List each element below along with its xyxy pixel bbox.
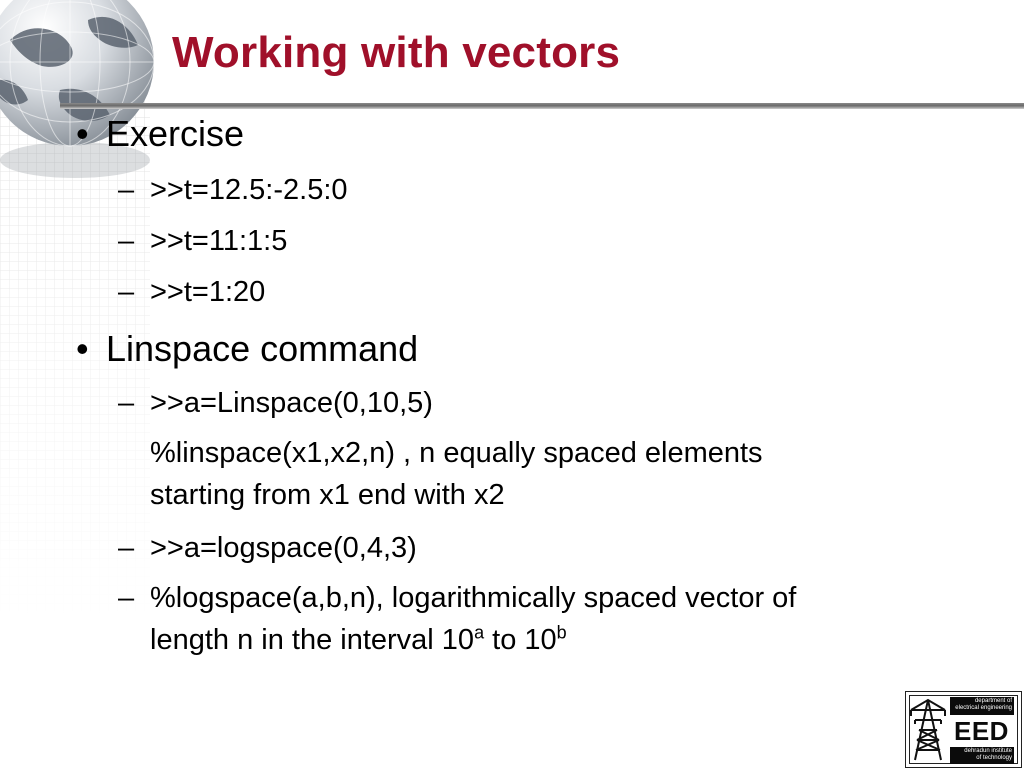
sub-item bbox=[118, 387, 433, 420]
logo-bottom-line: dehradun institute bbox=[964, 748, 1012, 754]
bullet-marker: • bbox=[76, 328, 89, 369]
sub-marker: – bbox=[118, 387, 135, 419]
sub-item-note: %linspace(x1,x2,n) , n equally spaced elements bbox=[150, 437, 763, 469]
superscript-a: a bbox=[474, 622, 485, 643]
logo-bottom-line: of technology bbox=[976, 755, 1012, 761]
sub-item-text: >>t=12.5:-2.5:0 bbox=[150, 174, 348, 206]
sub-marker: – bbox=[118, 532, 135, 564]
logo-top-band bbox=[950, 697, 1014, 715]
sub-item bbox=[118, 276, 266, 309]
sub-item-note: starting from x1 end with x2 bbox=[150, 479, 505, 511]
bullet-linspace bbox=[76, 328, 419, 370]
sub-item-continuation bbox=[150, 624, 567, 657]
interval-text: length n in the interval 10 bbox=[150, 624, 475, 656]
tower-icon bbox=[909, 696, 947, 764]
sub-item-text: %logspace(a,b,n), logarithmically spaced vector of bbox=[150, 582, 797, 614]
sub-item-text: >>a=Linspace(0,10,5) bbox=[150, 387, 433, 419]
eed-logo bbox=[905, 691, 1022, 768]
sub-item bbox=[118, 582, 797, 615]
sub-marker: – bbox=[118, 174, 135, 206]
sub-marker: – bbox=[118, 276, 135, 308]
bullet-text: Linspace command bbox=[106, 328, 419, 369]
sub-item bbox=[118, 225, 288, 258]
bullet-marker: • bbox=[76, 113, 89, 154]
sub-item-text: >>t=1:20 bbox=[150, 276, 266, 308]
bullet-text: Exercise bbox=[106, 113, 245, 154]
sub-marker: – bbox=[118, 582, 135, 614]
logo-wordmark: EED bbox=[954, 716, 1009, 746]
slide-title: Working with vectors bbox=[172, 28, 621, 77]
logo-top-line: electrical engineering bbox=[955, 705, 1012, 711]
superscript-b: b bbox=[556, 622, 567, 643]
sub-item bbox=[118, 532, 417, 565]
sub-item-text: >>a=logspace(0,4,3) bbox=[150, 532, 417, 564]
interval-mid: to 10 bbox=[484, 624, 557, 656]
sub-marker: – bbox=[118, 225, 135, 257]
logo-bottom-band bbox=[950, 747, 1014, 764]
logo-top-line: department of bbox=[974, 698, 1012, 704]
sub-item bbox=[118, 174, 348, 207]
sub-item-text: >>t=11:1:5 bbox=[150, 225, 288, 257]
bullet-exercise bbox=[76, 113, 245, 155]
